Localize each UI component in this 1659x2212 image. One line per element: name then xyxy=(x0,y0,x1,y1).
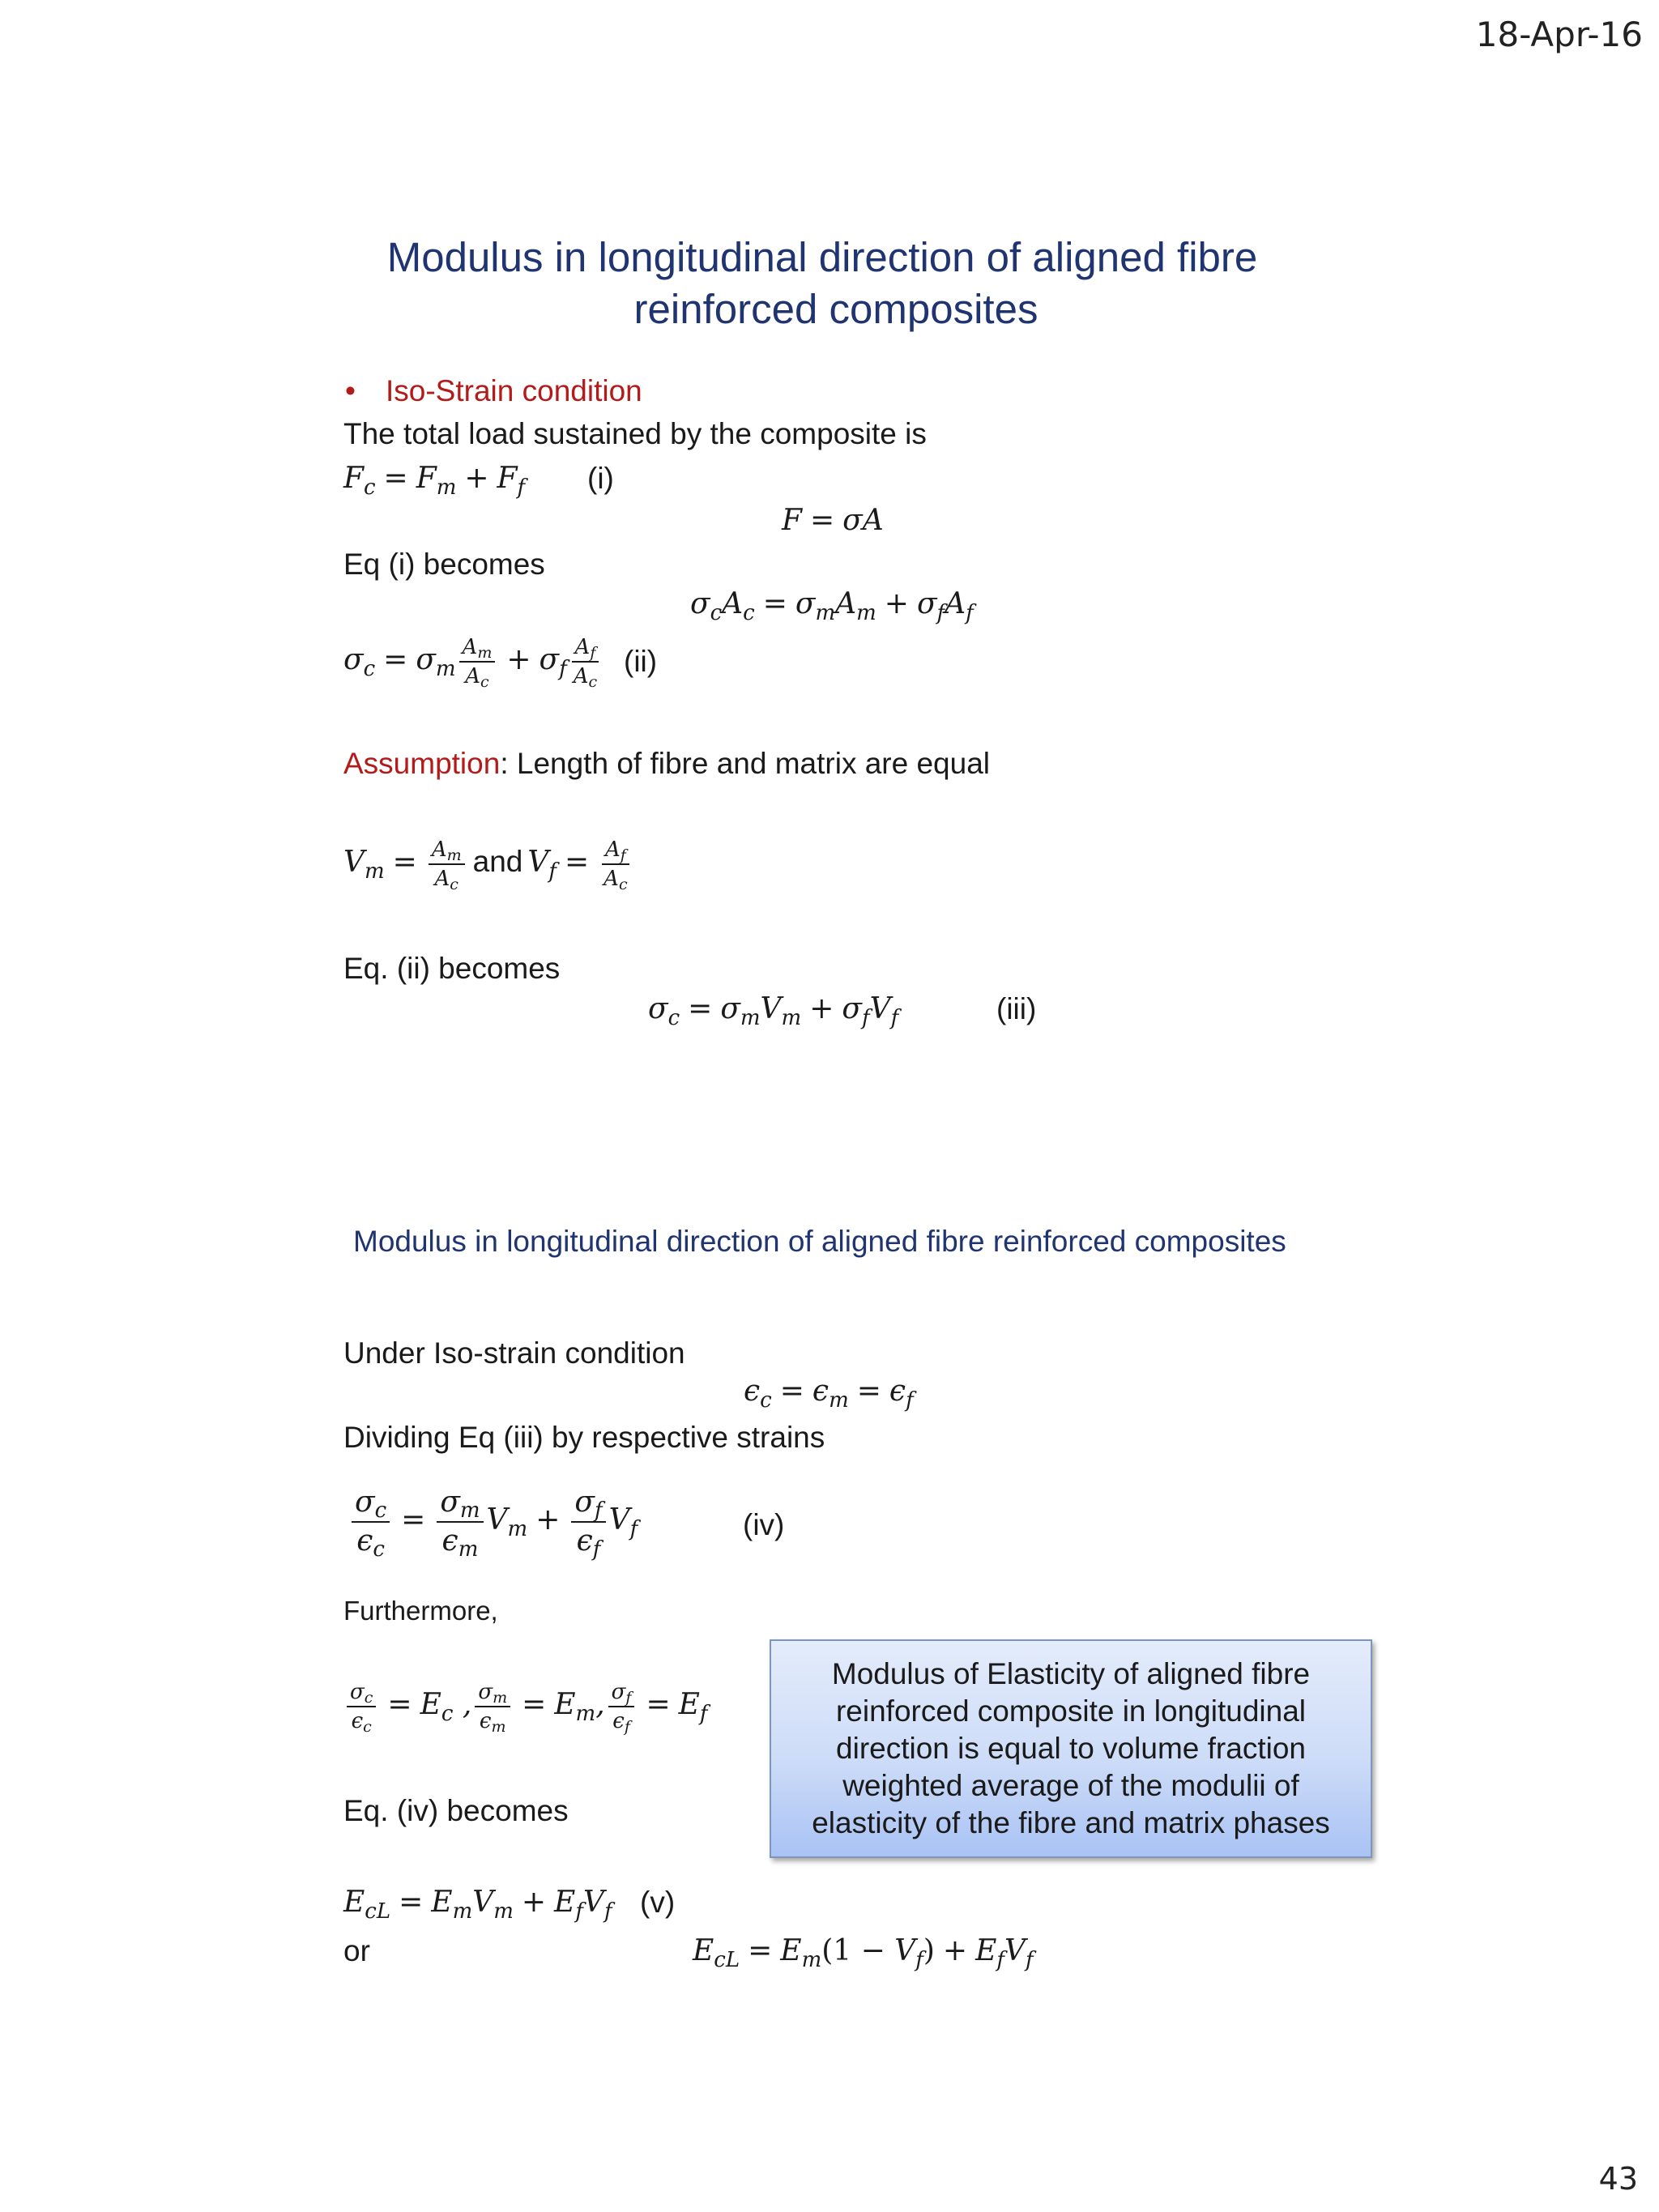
total-load-text: The total load sustained by the composite is xyxy=(343,417,927,450)
equation-iii-label: (iii) xyxy=(996,992,1037,1025)
slide-date: 18-Apr-16 xyxy=(1475,15,1643,54)
equation-i-label: (i) xyxy=(587,462,614,495)
equation-iv-label: (iv) xyxy=(743,1508,785,1541)
equation-ii: $\sigma_c = \sigma_m$ $\frac{A_m}{A_c}$ + $\sigma_f$ $\frac{A_f}{A_c}$ xyxy=(343,633,603,690)
eq-iv-becomes-text: Eq. (iv) becomes xyxy=(343,1794,569,1827)
assumption-label: Assumption xyxy=(343,747,501,780)
furthermore-text: Furthermore, xyxy=(343,1596,498,1626)
section2-title: Modulus in longitudinal direction of aligned fibre reinforced composites xyxy=(353,1225,1286,1258)
equation-v: $E_{cL} = E_mV_m + E_fV_f$ xyxy=(343,1886,612,1924)
section1-title-line1: Modulus in longitudinal direction of aligned fibre xyxy=(386,234,1258,280)
eq-ii-becomes-text: Eq. (ii) becomes xyxy=(343,952,561,985)
under-iso-strain-text: Under Iso-strain condition xyxy=(343,1336,685,1370)
conclusion-callout xyxy=(770,1639,1372,1858)
equation-iii: $\sigma_c = \sigma_mV_m + \sigma_fV_f$ xyxy=(648,992,899,1030)
bullet-dot-icon: • xyxy=(345,374,356,407)
iso-strain-equation: $\epsilon_c = \epsilon_m = \epsilon_f$ xyxy=(744,1375,914,1413)
page-number: 43 xyxy=(1598,2161,1638,2197)
equation-i: $F_c = F_m + F_f$ xyxy=(343,462,526,500)
section1-title-line2: reinforced composites xyxy=(633,286,1038,332)
equation-iv: $\frac{\sigma_c}{\epsilon_c}$ = $\frac{\sigma_m}{\epsilon_m}$ $V_m$ + $\frac{\sigma_f}{\epsilon_f}$ $V_f$ xyxy=(348,1484,638,1560)
assumption-line xyxy=(343,747,990,781)
stress-area-equation: $\sigma_cA_c = \sigma_mA_m + \sigma_fA_f$ xyxy=(690,587,974,625)
eq-i-becomes-text: Eq (i) becomes xyxy=(343,548,545,581)
equation-ii-label: (ii) xyxy=(624,645,658,678)
or-word: or xyxy=(343,1934,370,1967)
iso-strain-bullet: Iso-Strain condition xyxy=(386,374,642,407)
conclusion-callout-text: Modulus of Elasticity of aligned fibre reinforced composite in longitudinal direction is equal to volume fraction weighted average of the modulii of elasticity of the fibre and matrix phases xyxy=(812,1657,1330,1839)
assumption-text: : Length of fibre and matrix are equal xyxy=(500,747,991,780)
dividing-text: Dividing Eq (iii) by respective strains xyxy=(343,1421,825,1454)
and-word: and xyxy=(472,845,523,878)
equation-v-alternative: $E_{cL} = E_m(1 - V_f) + E_fV_f$ xyxy=(693,1934,1034,1972)
modulus-definitions: $\frac{\sigma_c}{\epsilon_c}$ = $E_c$ , $\frac{\sigma_m}{\epsilon_m}$ = $E_m$, $\frac{\sigma_f}{\epsilon_f}$ = $E_f$ xyxy=(343,1678,708,1735)
force-stress-relation: F = σA xyxy=(782,504,884,537)
equation-v-label: (v) xyxy=(640,1886,676,1919)
volume-fraction-definitions: $V_m$ = $\frac{A_m}{A_c}$ and $V_f$ = $\frac{A_f}{A_c}$ xyxy=(343,836,634,893)
